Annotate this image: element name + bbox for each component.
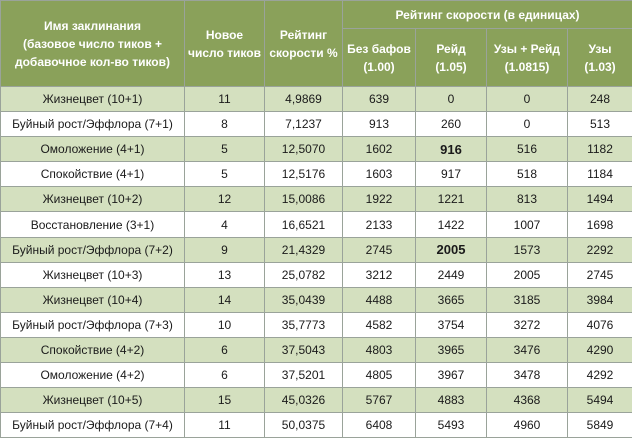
cell-raid-highlight: 2005 xyxy=(416,237,487,262)
cell-haste-percent: 35,7773 xyxy=(265,312,343,337)
cell-raid: 917 xyxy=(416,162,487,187)
cell-haste-percent: 4,9869 xyxy=(265,87,343,112)
table-row xyxy=(1,312,632,337)
cell-bonds: 1698 xyxy=(568,212,632,237)
header-haste-percent-line: скорости % xyxy=(267,44,340,62)
header-new-ticks-line: число тиков xyxy=(187,44,262,62)
cell-bonds: 3984 xyxy=(568,287,632,312)
cell-no-buffs: 2745 xyxy=(343,237,416,262)
header-sub-line: (1.0815) xyxy=(489,58,565,76)
cell-bonds-raid: 4960 xyxy=(487,413,568,438)
table-row xyxy=(1,337,632,362)
table-row xyxy=(1,287,632,312)
header-sub-line: Без бафов xyxy=(345,40,413,58)
cell-bonds: 1182 xyxy=(568,137,632,162)
cell-bonds-raid: 4368 xyxy=(487,388,568,413)
cell-ticks: 13 xyxy=(185,262,265,287)
cell-raid: 1221 xyxy=(416,187,487,212)
cell-spell-name: Спокойствие (4+2) xyxy=(1,337,185,362)
cell-haste-percent: 25,0782 xyxy=(265,262,343,287)
cell-raid: 2449 xyxy=(416,262,487,287)
cell-no-buffs: 6408 xyxy=(343,413,416,438)
cell-ticks: 11 xyxy=(185,87,265,112)
cell-no-buffs: 4805 xyxy=(343,363,416,388)
header-sub-line: (1.05) xyxy=(418,58,484,76)
cell-spell-name: Жизнецвет (10+1) xyxy=(1,87,185,112)
cell-haste-percent: 21,4329 xyxy=(265,237,343,262)
cell-no-buffs: 1603 xyxy=(343,162,416,187)
cell-no-buffs: 1602 xyxy=(343,137,416,162)
cell-bonds: 248 xyxy=(568,87,632,112)
header-haste-percent xyxy=(265,1,343,87)
cell-no-buffs: 913 xyxy=(343,112,416,137)
cell-ticks: 4 xyxy=(185,212,265,237)
cell-raid-highlight: 916 xyxy=(416,137,487,162)
table-row xyxy=(1,363,632,388)
header-spell-name xyxy=(1,1,185,87)
cell-haste-percent: 45,0326 xyxy=(265,388,343,413)
cell-bonds-raid: 518 xyxy=(487,162,568,187)
cell-ticks: 8 xyxy=(185,112,265,137)
cell-spell-name: Омоложение (4+1) xyxy=(1,137,185,162)
header-sub-line: (1.03) xyxy=(570,58,630,76)
cell-haste-percent: 16,6521 xyxy=(265,212,343,237)
cell-ticks: 12 xyxy=(185,187,265,212)
table-row xyxy=(1,212,632,237)
table-row xyxy=(1,237,632,262)
cell-bonds-raid: 813 xyxy=(487,187,568,212)
cell-bonds-raid: 2005 xyxy=(487,262,568,287)
cell-ticks: 15 xyxy=(185,388,265,413)
header-sub-line: Узы xyxy=(570,40,630,58)
table-row xyxy=(1,112,632,137)
header-new-ticks xyxy=(185,1,265,87)
cell-bonds-raid: 0 xyxy=(487,87,568,112)
cell-raid: 5493 xyxy=(416,413,487,438)
cell-spell-name: Жизнецвет (10+3) xyxy=(1,262,185,287)
table-row xyxy=(1,413,632,438)
header-spell-name-line: добавочное кол-во тиков) xyxy=(3,53,182,71)
cell-haste-percent: 12,5070 xyxy=(265,137,343,162)
cell-haste-percent: 37,5201 xyxy=(265,363,343,388)
header-bonds-raid xyxy=(487,29,568,87)
cell-raid: 3754 xyxy=(416,312,487,337)
cell-bonds: 4076 xyxy=(568,312,632,337)
cell-haste-percent: 35,0439 xyxy=(265,287,343,312)
cell-bonds: 1184 xyxy=(568,162,632,187)
cell-bonds-raid: 1007 xyxy=(487,212,568,237)
header-sub-line: Рейд xyxy=(418,40,484,58)
cell-no-buffs: 2133 xyxy=(343,212,416,237)
cell-bonds: 5849 xyxy=(568,413,632,438)
cell-bonds: 2292 xyxy=(568,237,632,262)
header-haste-percent-line: Рейтинг xyxy=(267,26,340,44)
cell-spell-name: Буйный рост/Эффлора (7+2) xyxy=(1,237,185,262)
cell-no-buffs: 4582 xyxy=(343,312,416,337)
table-row xyxy=(1,388,632,413)
table-row xyxy=(1,187,632,212)
header-spell-name-line: Имя заклинания xyxy=(3,17,182,35)
cell-raid: 3967 xyxy=(416,363,487,388)
cell-ticks: 5 xyxy=(185,137,265,162)
cell-raid: 3665 xyxy=(416,287,487,312)
table-row xyxy=(1,162,632,187)
cell-spell-name: Буйный рост/Эффлора (7+4) xyxy=(1,413,185,438)
cell-bonds: 4292 xyxy=(568,363,632,388)
header-haste-units-group: Рейтинг скорости (в единицах) xyxy=(343,1,632,29)
header-raid xyxy=(416,29,487,87)
cell-haste-percent: 12,5176 xyxy=(265,162,343,187)
cell-bonds: 5494 xyxy=(568,388,632,413)
cell-bonds: 4290 xyxy=(568,337,632,362)
cell-haste-percent: 15,0086 xyxy=(265,187,343,212)
cell-bonds: 1494 xyxy=(568,187,632,212)
cell-ticks: 14 xyxy=(185,287,265,312)
header-new-ticks-line: Новое xyxy=(187,26,262,44)
header-bonds xyxy=(568,29,632,87)
cell-spell-name: Жизнецвет (10+5) xyxy=(1,388,185,413)
header-spell-name-line: (базовое число тиков + xyxy=(3,35,182,53)
cell-bonds-raid: 1573 xyxy=(487,237,568,262)
table-row xyxy=(1,87,632,112)
cell-raid: 3965 xyxy=(416,337,487,362)
cell-spell-name: Омоложение (4+2) xyxy=(1,363,185,388)
cell-bonds-raid: 3185 xyxy=(487,287,568,312)
cell-haste-percent: 37,5043 xyxy=(265,337,343,362)
cell-raid: 260 xyxy=(416,112,487,137)
cell-no-buffs: 4803 xyxy=(343,337,416,362)
cell-ticks: 6 xyxy=(185,337,265,362)
cell-bonds: 2745 xyxy=(568,262,632,287)
cell-bonds-raid: 3272 xyxy=(487,312,568,337)
table-row xyxy=(1,262,632,287)
cell-haste-percent: 7,1237 xyxy=(265,112,343,137)
header-sub-line: (1.00) xyxy=(345,58,413,76)
cell-spell-name: Жизнецвет (10+4) xyxy=(1,287,185,312)
cell-ticks: 5 xyxy=(185,162,265,187)
cell-bonds-raid: 0 xyxy=(487,112,568,137)
cell-bonds-raid: 3478 xyxy=(487,363,568,388)
cell-bonds-raid: 3476 xyxy=(487,337,568,362)
cell-spell-name: Спокойствие (4+1) xyxy=(1,162,185,187)
cell-bonds-raid: 516 xyxy=(487,137,568,162)
cell-bonds: 513 xyxy=(568,112,632,137)
cell-raid: 1422 xyxy=(416,212,487,237)
header-sub-line: Узы + Рейд xyxy=(489,40,565,58)
cell-haste-percent: 50,0375 xyxy=(265,413,343,438)
cell-ticks: 6 xyxy=(185,363,265,388)
cell-raid: 0 xyxy=(416,87,487,112)
cell-spell-name: Буйный рост/Эффлора (7+1) xyxy=(1,112,185,137)
cell-no-buffs: 1922 xyxy=(343,187,416,212)
cell-raid: 4883 xyxy=(416,388,487,413)
cell-spell-name: Жизнецвет (10+2) xyxy=(1,187,185,212)
cell-no-buffs: 639 xyxy=(343,87,416,112)
cell-no-buffs: 4488 xyxy=(343,287,416,312)
cell-no-buffs: 3212 xyxy=(343,262,416,287)
header-no-buffs xyxy=(343,29,416,87)
cell-spell-name: Восстановление (3+1) xyxy=(1,212,185,237)
table-row xyxy=(1,137,632,162)
cell-spell-name: Буйный рост/Эффлора (7+3) xyxy=(1,312,185,337)
cell-ticks: 10 xyxy=(185,312,265,337)
cell-ticks: 11 xyxy=(185,413,265,438)
cell-ticks: 9 xyxy=(185,237,265,262)
cell-no-buffs: 5767 xyxy=(343,388,416,413)
